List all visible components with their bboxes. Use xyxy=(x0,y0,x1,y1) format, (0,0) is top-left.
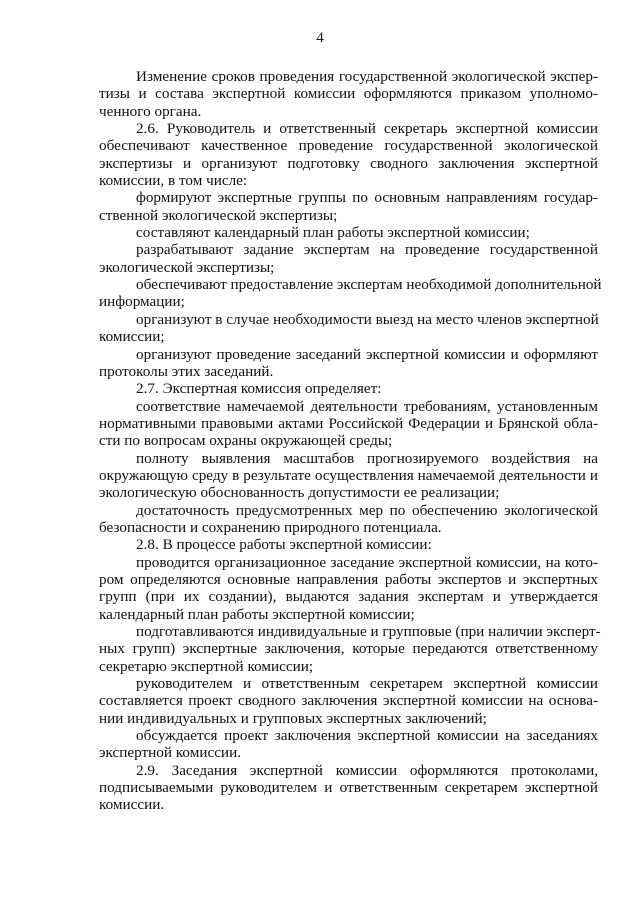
text-line: организуют в случае необходимости выезд на место членов экспертной xyxy=(136,310,599,328)
text-line: экспертизы и организуют подготовку сводного заключения экспертной xyxy=(99,154,598,172)
text-line: нии индивидуальных и групповых экспертных заключений; xyxy=(99,709,487,727)
text-line: календарный план работы экспертной комиссии; xyxy=(99,605,415,623)
text-line: окружающую среду в результате осуществления намечаемой деятельности и xyxy=(99,466,598,484)
text-line: формируют экспертные группы по основным направлениям государ- xyxy=(136,189,598,207)
text-line: ченного органа. xyxy=(99,102,202,120)
text-line: подписываемыми руководителем и ответственным секретарем экспертной xyxy=(99,779,598,797)
page-number: 4 xyxy=(316,30,324,46)
text-line: составляют календарный план работы экспертной комиссии; xyxy=(136,224,530,242)
text-line: безопасности и сохранению природного потенциала. xyxy=(99,518,442,536)
text-line: составляется проект сводного заключения экспертной комиссии на основа- xyxy=(99,692,598,710)
text-line: ром определяются основные направления работы экспертов и экспертных xyxy=(99,570,598,588)
text-line: комиссии. xyxy=(99,796,165,814)
text-line: руководителем и ответственным секретарем экспертной комиссии xyxy=(136,675,598,693)
text-line: тизы и состава экспертной комиссии оформляются приказом уполномо- xyxy=(99,85,598,103)
text-line: достаточность предусмотренных мер по обеспечению экологической xyxy=(136,501,598,519)
text-line: обеспечивают предоставление экспертам необходимой дополнительной xyxy=(136,276,602,294)
text-line: экологическую обоснованность допустимости ее реализации; xyxy=(99,484,500,502)
text-line: разрабатывают задание экспертам на проведение государственной xyxy=(136,241,598,259)
text-line: ных групп) экспертные заключения, которые передаются ответственному xyxy=(99,640,598,658)
text-line: комиссии, в том числе: xyxy=(99,172,248,190)
text-line: соответствие намечаемой деятельности требованиям, установленным xyxy=(136,397,598,415)
document-body xyxy=(99,68,602,814)
text-line: обсуждается проект заключения экспертной комиссии на заседаниях xyxy=(136,727,598,745)
text-line: протоколы этих заседаний. xyxy=(99,362,274,380)
text-line: экологической экспертизы; xyxy=(99,258,275,276)
text-line: Изменение сроков проведения государственной экологической экспер- xyxy=(136,68,598,85)
text-line: сти по вопросам охраны окружающей среды; xyxy=(99,432,393,450)
text-line: проводится организационное заседание экспертной комиссии, на кото- xyxy=(136,553,598,571)
text-line: групп (при их создании), выдаются задания экспертам и утверждается xyxy=(99,588,598,606)
text-line: экспертной комиссии. xyxy=(99,744,241,762)
text-line: полноту выявления масштабов прогнозируемого воздействия на xyxy=(136,449,598,467)
text-line: 2.9. Заседания экспертной комиссии оформляются протоколами, xyxy=(136,761,598,779)
text-line: информации; xyxy=(99,293,185,311)
text-line: секретарю экспертной комиссии; xyxy=(99,657,314,675)
text-line: комиссии; xyxy=(99,328,165,346)
text-line: нормативными правовыми актами Российской Федерации и Брянской обла- xyxy=(99,414,598,432)
text-line: подготавливаются индивидуальные и групповые (при наличии эксперт- xyxy=(136,623,601,640)
text-line: 2.6. Руководитель и ответственный секретарь экспертной комиссии xyxy=(136,120,598,138)
text-line: ственной экологической экспертизы; xyxy=(99,206,338,224)
text-line: 2.8. В процессе работы экспертной комиссии: xyxy=(136,536,432,554)
text-line: обеспечивают качественное проведение государственной экологической xyxy=(99,137,598,155)
text-line: организуют проведение заседаний экспертной комиссии и оформляют xyxy=(136,345,598,363)
text-line: 2.7. Экспертная комиссия определяет: xyxy=(136,380,382,398)
